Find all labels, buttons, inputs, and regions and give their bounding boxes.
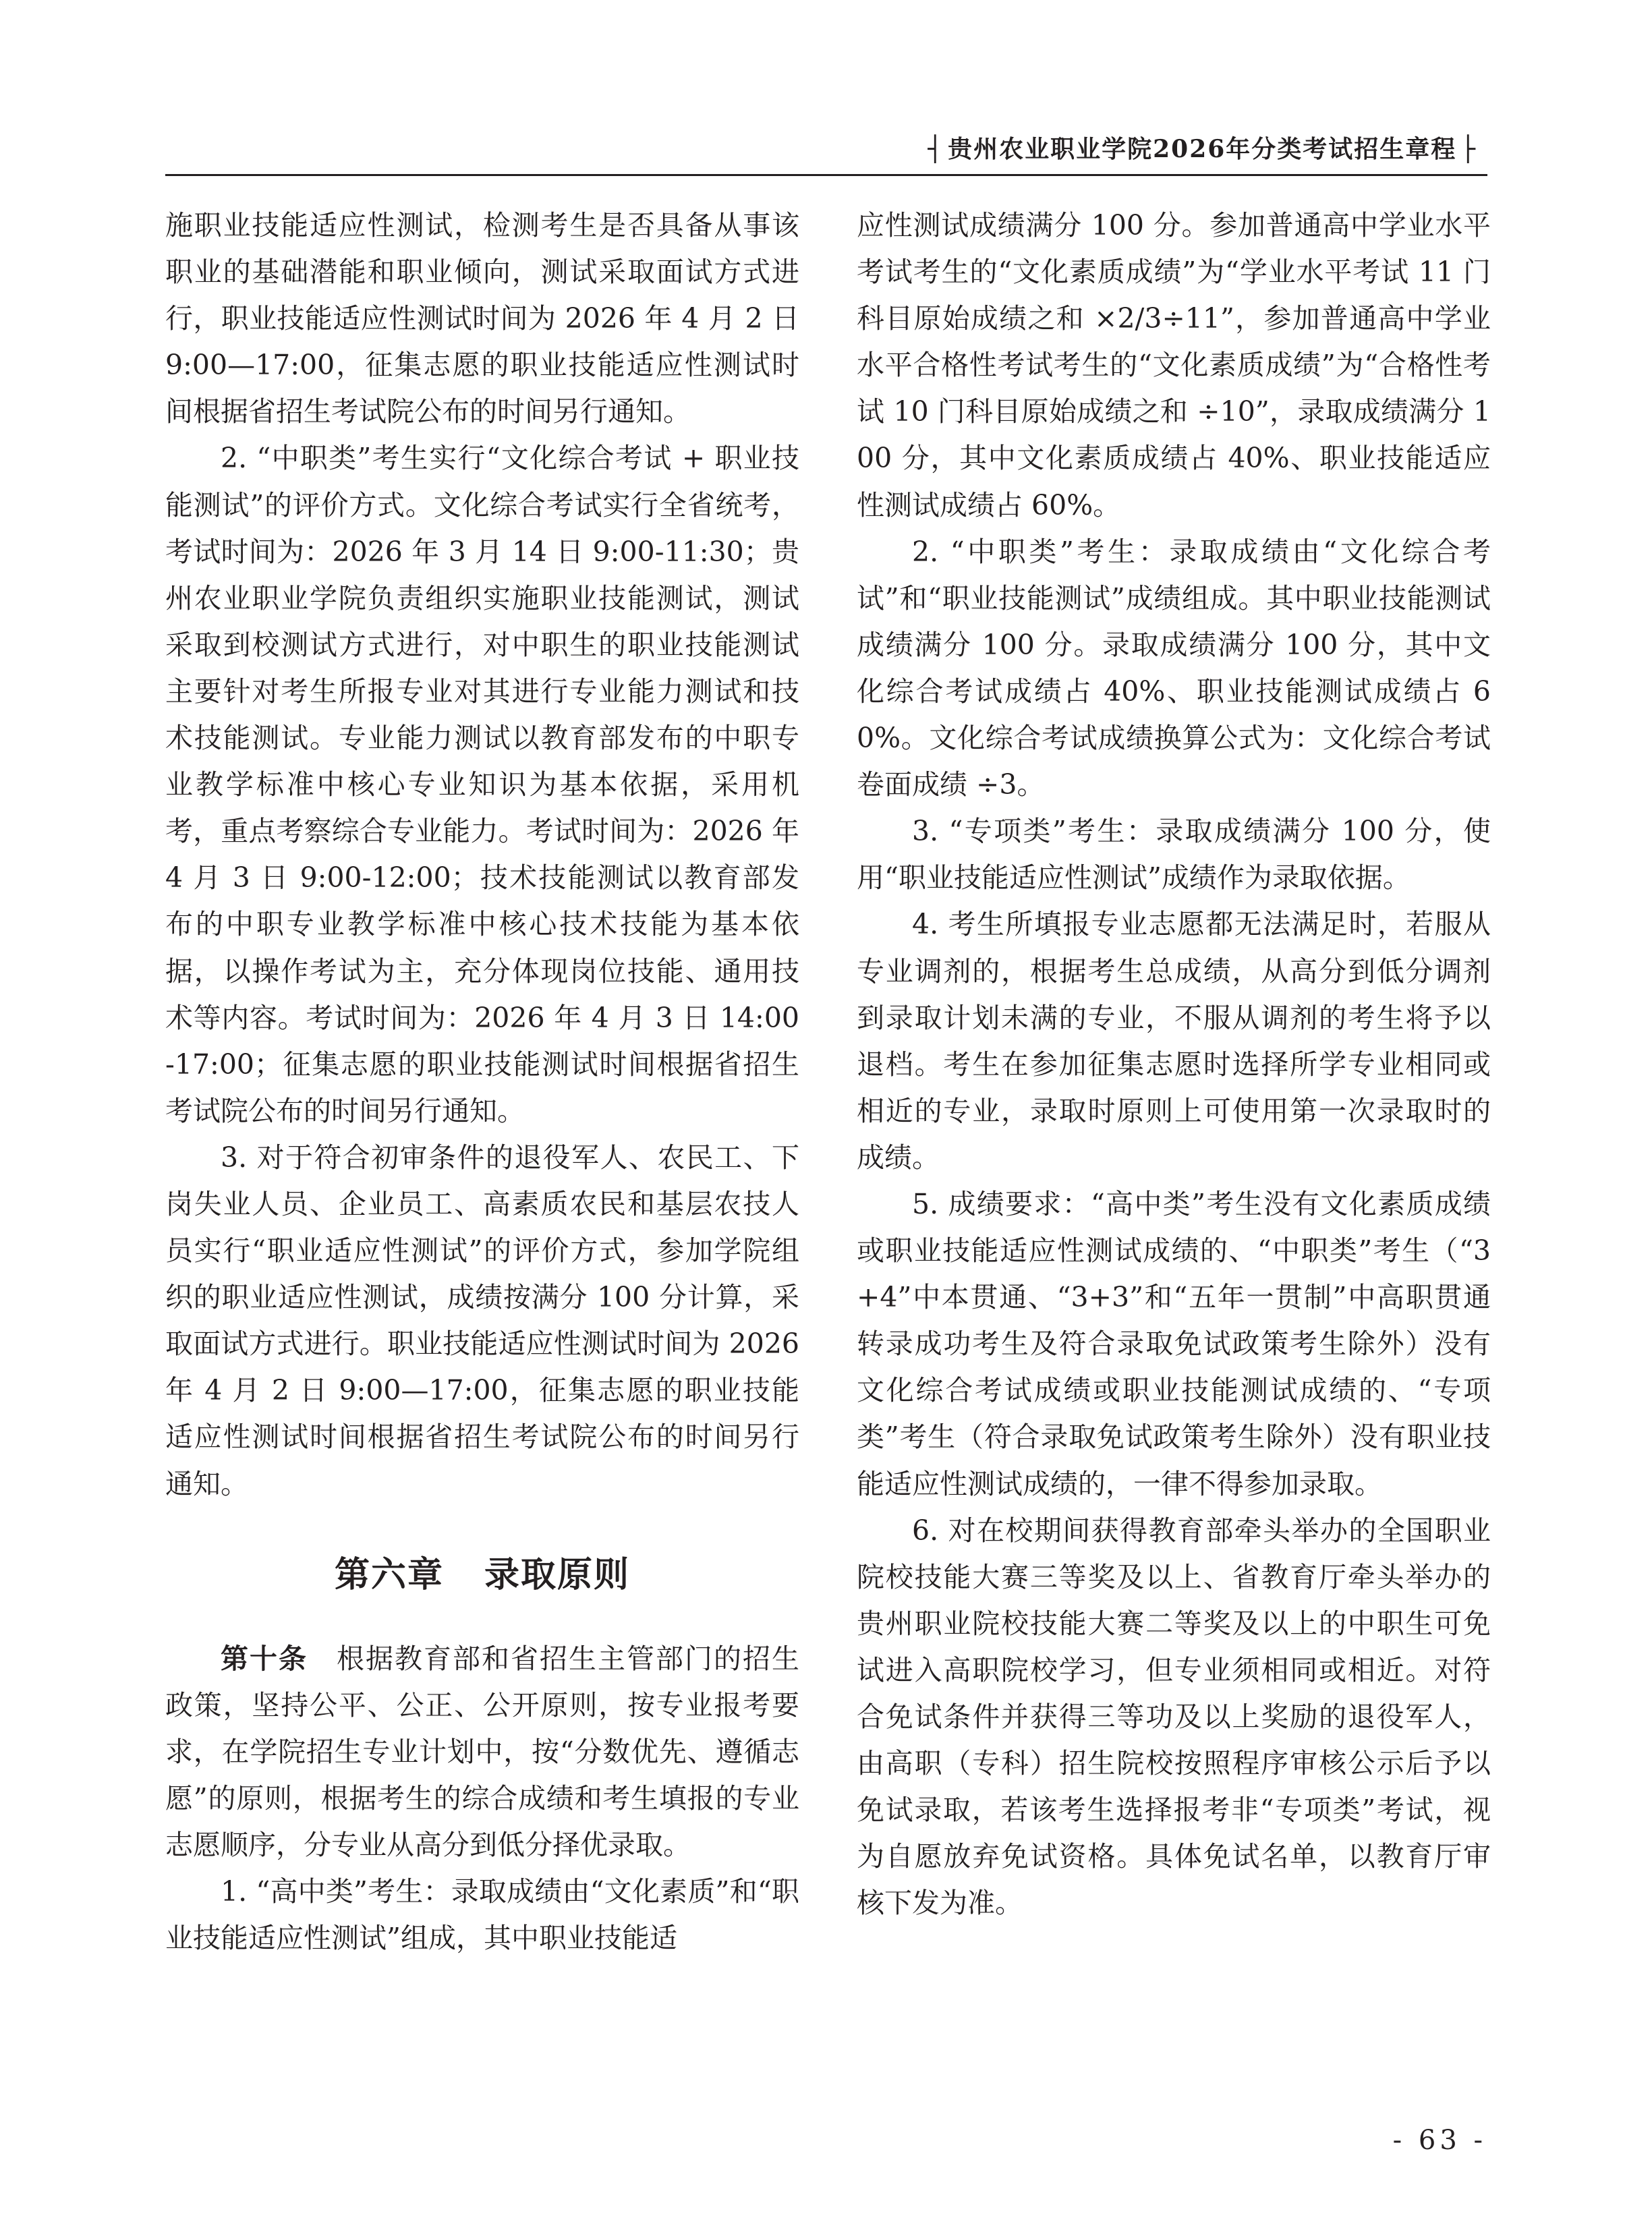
right-paragraph-5: 5. 成绩要求：“高中类”考生没有文化素质成绩或职业技能适应性测试成绩的、“中职类”考生（“3+4”中本贯通、“3+3”和“五年一贯制”中高职贯通转录成功考生及符合录取免试政策考生除外）没有文化综合考试成绩或职业技能测试成绩的、“专项类”考生（符合录取免试政策考生除外）没有职业技能适应性测试成绩的，一律不得参加录取。 xyxy=(857,1187,1491,1500)
left-paragraph-1: 施职业技能适应性测试，检测考生是否具备从事该职业的基础潜能和职业倾向，测试采取面试方式进行，职业技能适应性测试时间为 2026 年 4 月 2 日 9:00—17:00，征集志愿的职业技能适应性测试时间根据省招生考试院公布的时间另行通知。 xyxy=(165,209,799,428)
chapter-title xyxy=(335,1546,630,1597)
article-label: 第十条 xyxy=(221,1642,308,1675)
running-header xyxy=(165,120,1487,176)
article-text: 根据教育部和省招生主管部门的招生政策，坚持公平、公正、公开原则，按专业报考要求，在学院招生专业计划中，按“分数优先、遵循志愿”的原则，根据考生的综合成绩和考生填报的专业志愿顺序，分专业从高分到低分择优录取。 xyxy=(165,1642,799,1861)
header-left-mark: ┤ xyxy=(928,135,944,163)
running-header-title xyxy=(923,130,1487,165)
left-paragraph-3: 3. 对于符合初审条件的退役军人、农民工、下岗失业人员、企业员工、高素质农民和基层农技人员实行“职业适应性测试”的评价方式，参加学院组织的职业适应性测试，成绩按满分 100 分计算，采取面试方式进行。职业技能适应性测试时间为 2026 年 4 月 2 日 9:00—17:00，征集志愿的职业技能适应性测试时间根据省招生考试院公布的时间另行通知。 xyxy=(165,1141,799,1500)
right-paragraph-3: 3. “专项类”考生：录取成绩满分 100 分，使用“职业技能适应性测试”成绩作为录取依据。 xyxy=(857,815,1491,894)
chapter-heading xyxy=(165,1508,799,1636)
right-paragraph-6: 6. 对在校期间获得教育部牵头举办的全国职业院校技能大赛三等奖及以上、省教育厅牵头举办的贵州职业院校技能大赛二等奖及以上的中职生可免试进入高职院校学习，但专业须相同或相近。对符合免试条件并获得三等功及以上奖励的退役军人，由高职（专科）招生院校按照程序审核公示后予以免试录取，若该考生选择报考非“专项类”考试，视为自愿放弃免试资格。具体免试名单，以教育厅审核下发为准。 xyxy=(857,1514,1491,1920)
page-number: - 63 - xyxy=(1392,2125,1487,2156)
chapter-number: 第六章 xyxy=(334,1554,444,1596)
right-paragraph-2: 2. “中职类”考生：录取成绩由“文化综合考试”和“职业技能测试”成绩组成。其中职业技能测试成绩满分 100 分。录取成绩满分 100 分，其中文化综合考试成绩占 40%、职业技能测试成绩占 60%。文化综合考试成绩换算公式为：文化综合考试卷面成绩 ÷3。 xyxy=(857,535,1491,801)
right-column xyxy=(857,202,1491,1927)
left-paragraph-4: 1. “高中类”考生：录取成绩由“文化素质”和“职业技能适应性测试”组成，其中职业技能适 xyxy=(165,1875,799,1955)
article-ten xyxy=(165,1636,799,1868)
right-paragraph-1: 应性测试成绩满分 100 分。参加普通高中学业水平考试考生的“文化素质成绩”为“学业水平考试 11 门科目原始成绩之和 ×2/3÷11”，参加普通高中学业水平合格性考试考生的“文化素质成绩”为“合格性考试 10 门科目原始成绩之和 ÷10”，录取成绩满分 100 分，其中文化素质成绩占 40%、职业技能适应性测试成绩占 60%。 xyxy=(857,209,1491,521)
left-paragraph-2: 2. “中职类”考生实行“文化综合考试 + 职业技能测试”的评价方式。文化综合考试实行全省统考，考试时间为：2026 年 3 月 14 日 9:00-11:30；贵州农业职业学院负责组织实施职业技能测试，测试采取到校测试方式进行，对中职生的职业技能测试主要针对考生所报专业对其进行专业能力测试和技术技能测试。专业能力测试以教育部发布的中职专业教学标准中核心专业知识为基本依据，采用机考，重点考察综合专业能力。考试时间为：2026 年 4 月 3 日 9:00-12:00；技术技能测试以教育部发布的中职专业教学标准中核心技术技能为基本依据，以操作考试为主，充分体现岗位技能、通用技术等内容。考试时间为：2026 年 4 月 3 日 14:00-17:00；征集志愿的职业技能测试时间根据省招生考试院公布的时间另行通知。 xyxy=(165,442,799,1127)
left-column xyxy=(165,202,799,1962)
chapter-name: 录取原则 xyxy=(484,1554,631,1596)
right-paragraph-4: 4. 考生所填报专业志愿都无法满足时，若服从专业调剂的，根据考生总成绩，从高分到低分调剂到录取计划未满的专业，不服从调剂的考生将予以退档。考生在参加征集志愿时选择所学专业相同或相近的专业，录取时原则上可使用第一次录取时的成绩。 xyxy=(857,908,1491,1174)
header-right-mark: ├ xyxy=(1460,135,1477,163)
header-title-text: 贵州农业职业学院2026年分类考试招生章程 xyxy=(948,134,1457,163)
